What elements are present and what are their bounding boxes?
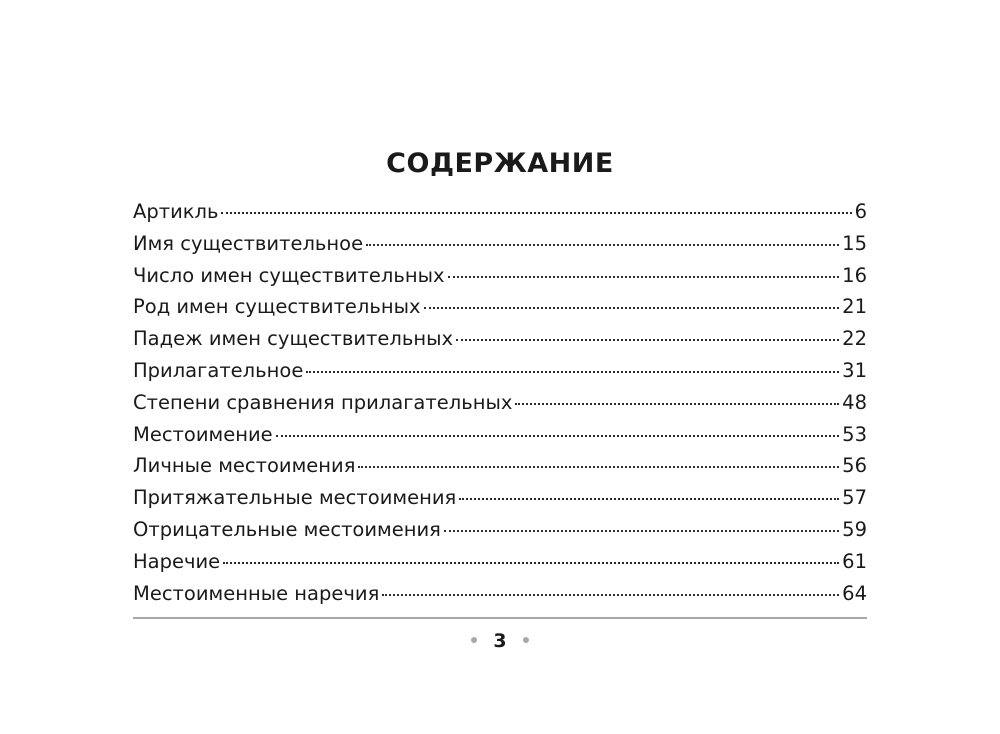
page-folio [0,627,1000,655]
toc-entry-label: Падеж имен существительных [133,327,454,351]
toc-entry [133,387,867,419]
toc-entry [133,546,867,578]
toc-entry-label: Имя существительное [133,231,364,255]
dot-leader [223,560,839,564]
toc-entry [133,578,867,610]
dot-leader [276,433,840,437]
toc-entry-page: 57 [842,486,867,510]
dot-leader [424,305,840,309]
toc-entry-label: Число имен существительных [133,263,445,287]
dot-leader [515,401,839,405]
dot-leader [456,337,839,341]
toc-entry-label: Притяжательные местоимения [133,486,457,510]
toc-entry-page: 31 [842,358,867,382]
page-title: СОДЕРЖАНИЕ [386,148,614,180]
toc-entry-label: Местоимение [133,422,273,446]
toc-entry-page: 59 [842,517,867,541]
toc-entry-page: 16 [842,263,867,287]
toc-entry-page: 6 [854,200,867,223]
bullet-dot-icon [523,637,529,643]
toc-entry-label: Прилагательное [133,358,304,382]
dot-leader [366,242,839,246]
toc-entry [133,291,867,323]
dot-leader [306,369,839,373]
toc-entry-label: Наречие [133,549,221,573]
toc-entry [133,323,867,355]
toc-entry-page: 61 [842,549,867,573]
toc-entry [133,228,867,260]
toc-entry [133,482,867,514]
toc-entry-page: 21 [842,295,867,319]
toc-entry [133,514,867,546]
toc-entry-label: Степени сравнения прилагательных [133,390,513,414]
dot-leader [459,496,839,500]
toc-entry [133,260,867,292]
dot-leader [382,592,839,596]
table-of-contents [133,196,867,609]
toc-entry-page: 64 [842,581,867,605]
page-number: 3 [493,630,507,652]
toc-entry-label: Отрицательные местоимения [133,517,441,541]
footer-divider [133,617,867,619]
dot-leader [444,528,839,532]
toc-entry-page: 15 [842,231,867,255]
dot-leader [358,464,839,468]
dot-leader [448,274,840,278]
toc-entry-label: Артикль [133,200,219,223]
toc-entry-page: 56 [842,454,867,478]
toc-entry [133,355,867,387]
toc-entry-label: Местоименные наречия [133,581,380,605]
bullet-dot-icon [471,637,477,643]
toc-entry [133,196,867,228]
toc-entry [133,419,867,451]
toc-entry-page: 22 [842,327,867,351]
toc-entry-page: 48 [842,390,867,414]
toc-entry-label: Личные местоимения [133,454,356,478]
toc-entry-page: 53 [842,422,867,446]
toc-entry [133,450,867,482]
toc-entry-label: Род имен существительных [133,295,421,319]
dot-leader [221,210,851,214]
